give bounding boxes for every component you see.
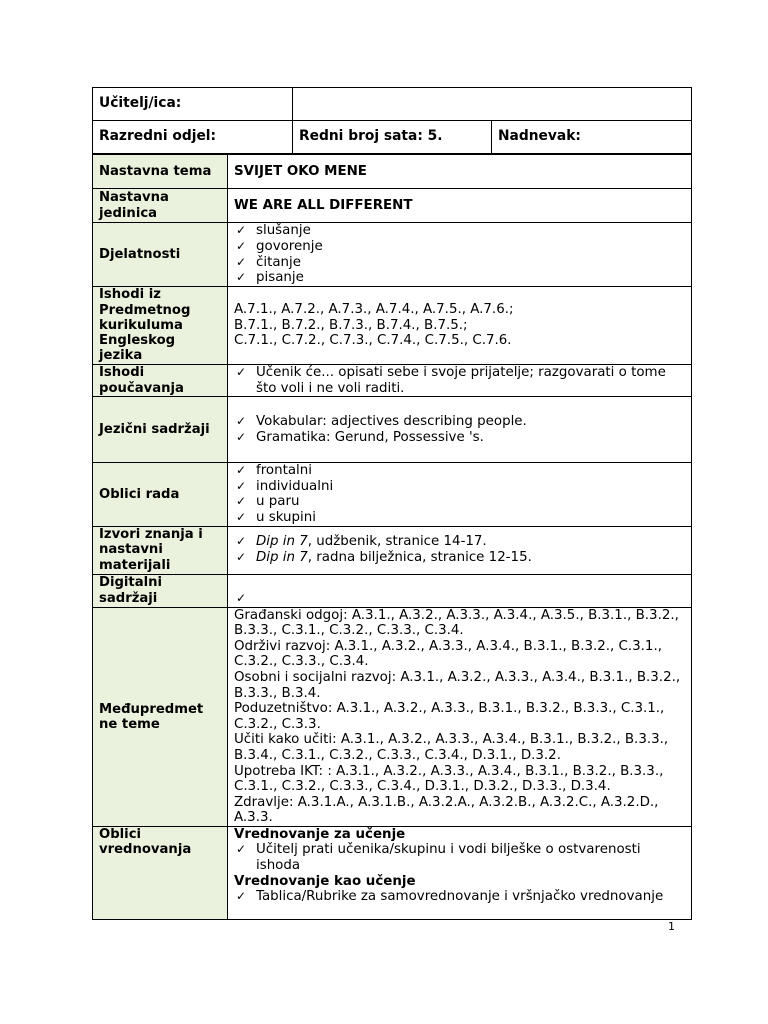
row-outcomes-curriculum	[93, 287, 692, 365]
digital-cell	[228, 574, 692, 607]
teacher-value	[293, 88, 692, 121]
cross-curricular-cell	[228, 607, 692, 826]
cross-curricular-line: Upotreba IKT: : A.3.1., A.3.2., A.3.3., A.3.4., B.3.1., B.3.2., B.3.3., C.3.1., C.3.2., C.3.3., C.3.4., D.3.1., D.3.2., D.3.3., D.3.4.	[234, 763, 664, 795]
cross-curricular-line: Učiti kako učiti: A.3.1., A.3.2., A.3.3., A.3.4., B.3.1., B.3.2., B.3.3., B.3.4., C.3.1., C.3.2., C.3.3., C.3.4., D.3.1., D.3.2.	[234, 732, 669, 763]
assessment-heading: Vrednovanje kao učenje	[234, 873, 416, 889]
row-outcomes-teaching	[93, 365, 692, 397]
topic-label: Nastavna tema	[93, 155, 228, 189]
outcomes-teaching-cell	[228, 365, 692, 397]
sources-label: Izvori znanja i nastavni materijali	[93, 526, 228, 574]
outcomes-curriculum-label: Ishodi iz Predmetnog kurikuluma Engleskog jezika	[93, 287, 228, 365]
check-mark-icon: ✓	[236, 238, 247, 253]
list-item: ✓ Učitelj prati učenika/skupinu i vodi bilješke o ostvarenosti ishoda	[236, 842, 641, 874]
cross-curricular-line: Održivi razvoj: A.3.1., A.3.2., A.3.3., A.3.4., B.3.1., B.3.2., C.3.1., C.3.2., C.3.3., C.3.4.	[234, 638, 662, 670]
check-mark-icon: ✓	[236, 494, 247, 509]
work-forms-cell	[228, 463, 692, 526]
teacher-label: Učitelj/ica:	[93, 88, 293, 121]
activities-cell	[228, 223, 692, 287]
outcomes-curriculum-cell	[228, 287, 692, 365]
check-mark-icon: ✓	[236, 534, 247, 549]
activities-label: Djelatnosti	[93, 223, 228, 287]
check-mark-icon: ✓	[236, 550, 247, 565]
list-item: ✓ u paru	[236, 494, 300, 510]
list-item: ✓ Vokabular: adjectives describing people.	[236, 414, 527, 430]
list-item: ✓ pisanje	[236, 270, 304, 286]
lesson-plan-table	[92, 154, 692, 920]
unit-label: Nastavna jedinica	[93, 189, 228, 223]
assessment-label: Oblici vrednovanja	[93, 826, 228, 919]
check-mark-icon: ✓	[236, 842, 247, 857]
class-row	[93, 121, 692, 154]
check-mark-icon: ✓	[236, 478, 247, 493]
row-topic	[93, 155, 692, 189]
lesson-number-label: Redni broj sata: 5.	[293, 121, 492, 154]
outcome-line: B.7.1., B.7.2., B.7.3., B.7.4., B.7.5.;	[234, 317, 468, 333]
check-mark-icon: ✓	[236, 223, 247, 238]
list-item: ✓ govorenje	[236, 238, 323, 254]
digital-label: Digitalni sadržaji	[93, 574, 228, 607]
list-item: ✓ u skupini	[236, 509, 316, 525]
list-item: ✓ čitanje	[236, 254, 301, 270]
check-mark-icon: ✓	[236, 365, 247, 379]
assessment-cell	[228, 826, 692, 919]
row-cross-curricular	[93, 607, 692, 826]
list-item: ✓ Dip in 7, udžbenik, stranice 14-17.	[236, 534, 487, 550]
cross-curricular-line: Zdravlje: A.3.1.A., A.3.1.B., A.3.2.A., A.3.2.B., A.3.2.C., A.3.2.D., A.3.3.	[234, 794, 659, 826]
row-work-forms	[93, 463, 692, 526]
language-content-cell	[228, 397, 692, 463]
check-mark-icon: ✓	[236, 889, 247, 904]
check-mark-icon: ✓	[236, 270, 247, 285]
check-mark-icon: ✓	[236, 590, 247, 605]
topic-value: SVIJET OKO MENE	[228, 155, 692, 189]
unit-value: WE ARE ALL DIFFERENT	[228, 189, 692, 223]
list-item: ✓ slušanje	[236, 223, 311, 239]
check-mark-icon: ✓	[236, 509, 247, 524]
list-item: ✓ Tablica/Rubrike za samovrednovanje i vršnjačko vrednovanje	[236, 889, 664, 905]
book-title: Dip in 7	[256, 550, 308, 566]
row-digital	[93, 574, 692, 607]
cross-curricular-line: Poduzetništvo: A.3.1., A.3.2., A.3.3., B.3.1., B.3.2., B.3.3., C.3.1., C.3.2., C.3.3.	[234, 701, 665, 732]
list-item: ✓ Dip in 7, radna bilježnica, stranice 12-15.	[236, 550, 532, 566]
teacher-row	[93, 88, 692, 121]
sources-cell	[228, 526, 692, 574]
date-label: Nadnevak:	[492, 121, 692, 154]
book-title: Dip in 7	[256, 534, 308, 550]
activities-list	[234, 223, 685, 285]
language-content-label: Jezični sadržaji	[93, 397, 228, 463]
outcomes-teaching-label: Ishodi poučavanja	[93, 365, 228, 397]
cross-curricular-line: Građanski odgoj: A.3.1., A.3.2., A.3.3., A.3.4., A.3.5., B.3.1., B.3.2., B.3.3., C.3.1., C.3.2., C.3.3., C.3.4.	[234, 607, 679, 639]
list-item: ✓ Učenik će... opisati sebe i svoje prijatelje; razgovarati o tome što voli i ne voli raditi.	[236, 365, 666, 396]
outcome-line: A.7.1., A.7.2., A.7.3., A.7.4., A.7.5., A.7.6.;	[234, 302, 514, 318]
row-activities	[93, 223, 692, 287]
list-item: ✓ frontalni	[236, 463, 312, 479]
row-unit	[93, 189, 692, 223]
check-mark-icon: ✓	[236, 254, 247, 269]
list-item: ✓ Gramatika: Gerund, Possessive 's.	[236, 429, 484, 445]
row-sources	[93, 526, 692, 574]
list-item: ✓ individualni	[236, 478, 334, 494]
row-assessment	[93, 826, 692, 919]
cross-curricular-line: Osobni i socijalni razvoj: A.3.1., A.3.2., A.3.3., A.3.4., B.3.1., B.3.2., B.3.3., B.3.4.	[234, 669, 681, 701]
check-mark-icon: ✓	[236, 414, 247, 429]
work-forms-label: Oblici rada	[93, 463, 228, 526]
check-mark-icon: ✓	[236, 463, 247, 478]
row-language-content	[93, 397, 692, 463]
header-table	[92, 87, 692, 154]
cross-curricular-label: Međupredmet ne teme	[93, 607, 228, 826]
assessment-heading: Vrednovanje za učenje	[234, 826, 406, 842]
page-number: 1	[668, 920, 675, 933]
outcome-line: C.7.1., C.7.2., C.7.3., C.7.4., C.7.5., C.7.6.	[234, 333, 512, 349]
check-mark-icon: ✓	[236, 429, 247, 444]
class-label: Razredni odjel:	[93, 121, 293, 154]
